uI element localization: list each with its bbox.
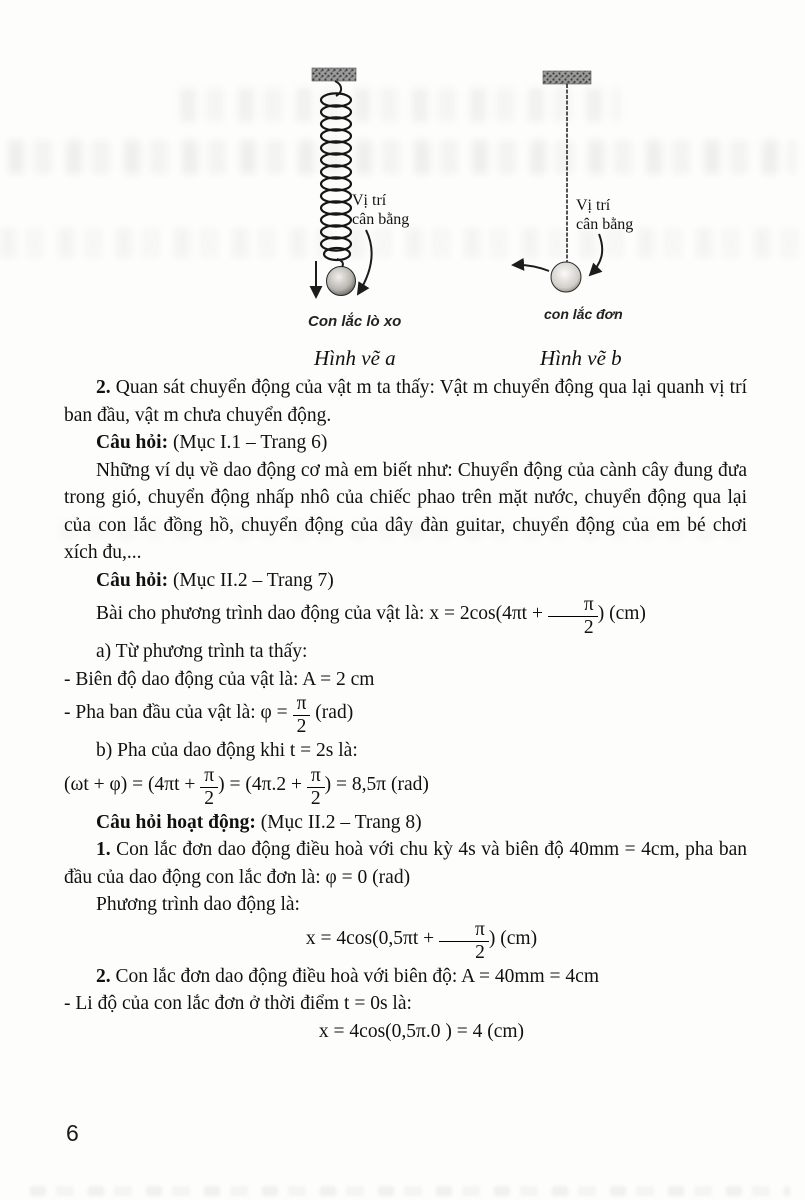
fraction [200,765,218,809]
equilibrium-label-spring [352,191,409,229]
equation-text: Bài cho phương trình dao động của vật là: x = 2cos(4πt + [96,603,548,625]
fraction-numerator: π [307,765,325,788]
item-number: 1. [96,839,111,861]
equation-motion [64,594,747,638]
question-ref-text: (Mục II.2 – Trang 8) [255,811,422,833]
item-number: 2. [96,965,111,987]
bleed-through-band [30,1186,790,1196]
spring-pendulum-caption: Con lắc lò xo [308,313,402,330]
fraction-denominator: 2 [583,617,594,639]
fraction-denominator: 2 [310,787,321,809]
paragraph-examples: Những ví dụ về dao động cơ mà em biết như: Chuyển động của cành cây đung đưa trong gió, chuyển động nhấp nhô của chiếc phao trên mặt nước, chuyển động qua lại của con lắc đồng hồ, chuyển động của dây đàn guitar, chuyển động của em bé chơi xích đu,... [64,459,747,563]
question-label: Câu hỏi: [96,432,169,453]
fraction-denominator: 2 [204,787,215,809]
pendulum-bob [551,262,581,292]
paragraph-text: Con lắc đơn dao động điều hoà với chu kỳ 4s và biên độ 40mm = 4cm, pha ban đầu của dao động con lắc đơn là: φ = 0 (rad) [64,839,747,888]
question-ref-1 [64,429,747,457]
fraction-numerator: π [200,765,218,788]
equation-text: ) = (4π.2 + [218,773,307,795]
equation-text: ) (cm) [488,927,538,949]
item-number: 2. [96,377,111,398]
question-label: Câu hỏi: [96,569,169,591]
equilibrium-arrow-left-figure [358,230,372,294]
question-ref-text: (Mục II.2 – Trang 7) [168,569,334,591]
equation-text: (ωt + φ) = (4πt + [64,773,201,795]
fraction-numerator: π [293,693,311,716]
figure-a-caption: Hình vẽ a [314,346,396,370]
fraction-denominator: 2 [296,716,307,738]
fraction [293,693,311,737]
figure-area [0,0,805,374]
fraction [439,919,489,963]
equilibrium-label-pendulum [576,196,633,234]
fraction-numerator: π [439,919,489,942]
spring-pendulum-figure [312,68,372,297]
pendulum-ceiling-bar [543,71,591,84]
paragraph-observation [64,374,747,429]
paragraph-text: Quan sát chuyển động của vật m ta thấy: Vật m chuyển động qua lại quanh vị trí ban đầu, vật m chưa chuyển động. [64,377,747,426]
centered-equation-1 [64,919,747,963]
equation-text: x = 4cos(0,5πt + [305,927,440,949]
phase-line [64,693,747,737]
equilibrium-label-line1: Vị trí [576,197,611,214]
spring-coil [321,93,351,260]
fraction [548,594,598,638]
page-number: 6 [66,1120,79,1146]
question-label: Câu hỏi hoạt động: [96,811,256,833]
paragraph-text: Con lắc đơn dao động điều hoà với biên độ: A = 40mm = 4cm [110,965,599,987]
spring-ceiling-bar [312,68,356,81]
simple-pendulum-figure [513,71,602,292]
equation-text: - Pha ban đầu của vật là: φ = [64,702,293,724]
amplitude-line: - Biên độ dao động của vật là: A = 2 cm [64,668,375,690]
sub-item-a: a) Từ phương trình ta thấy: [96,641,308,663]
activity-item-1 [64,836,747,891]
equilibrium-label-line1: Vị trí [352,192,387,209]
spring-bob [327,267,356,296]
phase-calculation [64,765,747,809]
question-ref-text: (Mục I.1 – Trang 6) [168,432,328,453]
document-body [0,374,805,1045]
pendulum-figures-drawing [0,0,805,374]
equation-text: (rad) [310,702,354,724]
displacement-line: - Li độ của con lắc đơn ở thời điểm t = 0s là: [64,993,412,1015]
equilibrium-label-line2: cân bằng [352,211,410,228]
equilibrium-arrow-right-figure [590,234,602,275]
simple-pendulum-caption: con lắc đơn [544,306,623,322]
figure-b-caption: Hình vẽ b [540,346,622,370]
equation-intro: Phương trình dao động là: [96,894,300,916]
equation-text: ) = 8,5π (rad) [324,773,429,795]
fraction-denominator: 2 [475,941,485,963]
fraction [307,765,325,809]
activity-question-ref [64,809,747,837]
equation-text: ) (cm) [597,603,646,625]
equilibrium-label-line2: cân bằng [576,216,634,233]
centered-equation-2: x = 4cos(0,5π.0 ) = 4 (cm) [318,1020,525,1042]
swing-arrow [513,265,549,271]
activity-item-2 [64,963,747,991]
fraction-numerator: π [548,594,598,617]
question-ref-2 [64,567,747,595]
sub-item-b: b) Pha của dao động khi t = 2s là: [96,740,358,762]
